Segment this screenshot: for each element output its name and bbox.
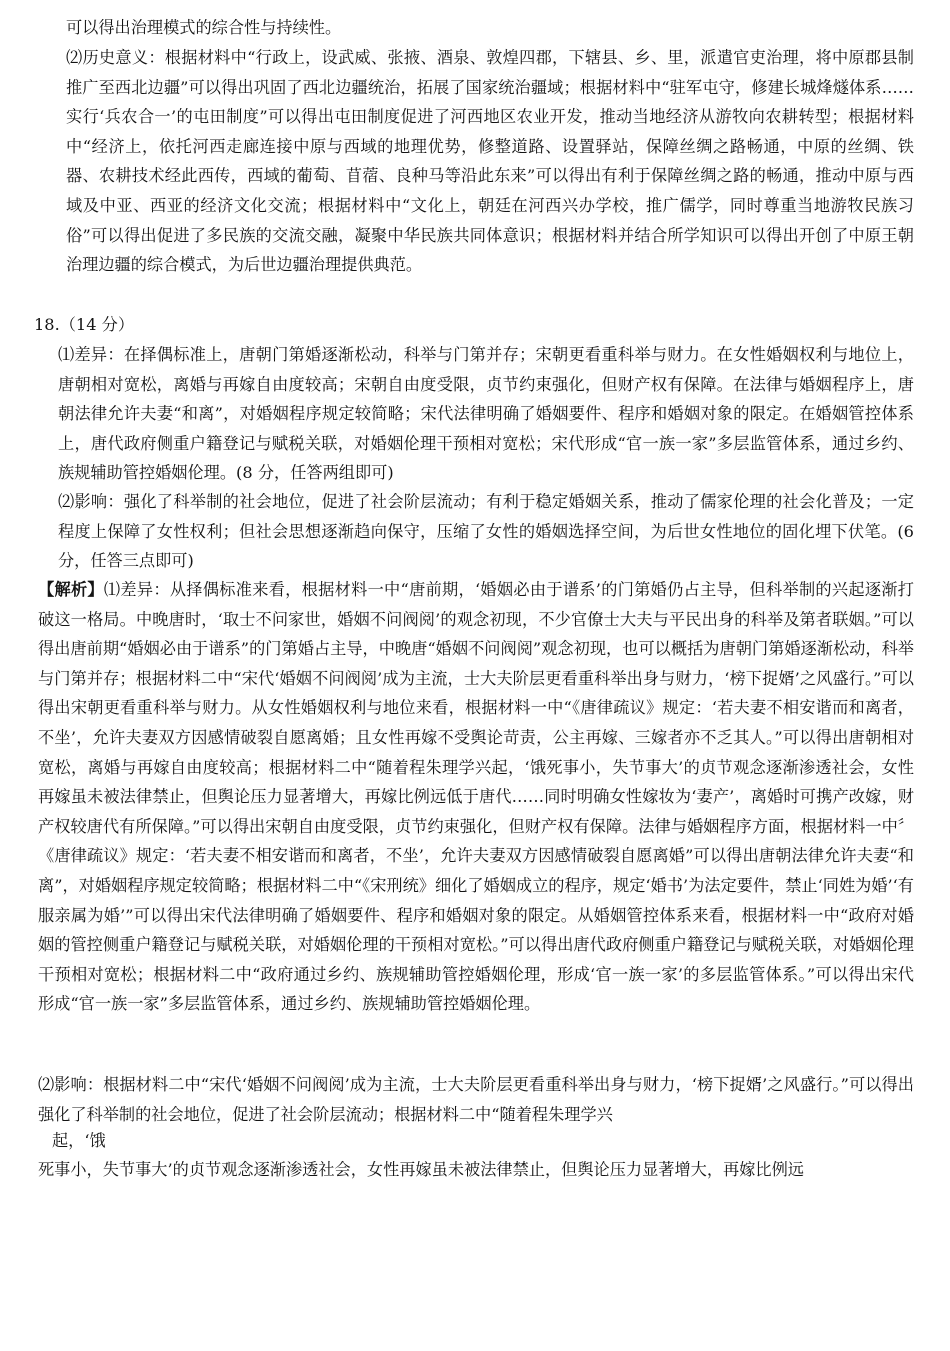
answer-differences: ⑴差异：在择偶标准上，唐朝门第婚逐渐松动，科举与门第并存；宋朝更看重科举与财力。在女性婚姻权利与地位上，唐朝相对宽松，离婚与再嫁自由度较高；宋朝自由度受限，贞节约束强化，但财产权有保障。在法律与婚姻程序上，唐朝法律允许夫妻“和离”，对婚姻程序规定较简略；宋代法律明确了婚姻要件、程序和婚姻对象的限定。在婚姻管控体系上，唐代政府侧重户籍登记与赋税关联，对婚姻伦理干预相对宽松；宋代形成“官一族一家”多层监管体系，通过乡约、族规辅助管控婚姻伦理。(8 分，任答两组即可) [58,345,914,483]
analysis-differences [38,575,914,1019]
paragraph-previous-conclusion: 可以得出治理模式的综合性与持续性。 [66,18,342,37]
analysis-differences-text: ⑴差异：从择偶标准来看，根据材料一中“唐前期，‘婚姻必由于谱系’的门第婚仍占主导，但科举制的兴起逐渐打破这一格局。中晚唐时，‘取士不问家世，婚姻不问阀阅’的观念初现，不少官僚士大夫与平民出身的科举及第者联姻。”可以得出唐前期“婚姻必由于谱系”的门第婚占主导，中晚唐“婚姻不问阀阅”观念初现，也可以概括为唐朝门第婚逐渐松动，科举与门第并存；根据材料二中“宋代‘婚姻不问阀阅’成为主流，士大夫阶层更看重科举出身与财力，‘榜下捉婿’之风盛行。”可以得出宋朝更看重科举与财力。从女性婚姻权利与地位来看，根据材料一中“《唐律疏议》规定：‘若夫妻不相安谐而和离者，不坐’，允许夫妻双方因感情破裂自愿离婚；且女性再嫁不受舆论苛责，公主再嫁、三嫁者亦不乏其人。”可以得出唐朝相对宽松，离婚与再嫁自由度较高；根据材料二中“随着程朱理学兴起，‘饿死事小，失节事大’的贞节观念逐渐渗透社会，女性再嫁虽未被法律禁止，但舆论压力显著增大，再嫁比例远低于唐代……同时明确女性嫁妆为‘妻产’，离婚时可携产改嫁，财产权较唐代有所保障。”可以得出宋朝自由度受限，贞节约束强化，但财产权有保障。法律与婚姻程序方面，根据材料一中〞《唐律疏议》规定：‘若夫妻不相安谐而和离者，不坐’，允许夫妻双方因感情破裂自愿离婚”可以得出唐朝法律允许夫妻“和离”，对婚姻程序规定较简略；根据材料二中“《宋刑统》细化了婚姻成立的程序，规定‘婚书’为法定要件，禁止‘同姓为婚’‘有服亲属为婚’”可以得出宋代法律明确了婚姻要件、程序和婚姻对象的限定。从婚姻管控体系来看，根据材料一中“政府对婚姻的管控侧重户籍登记与赋税关联，对婚姻伦理的干预相对宽松。”可以得出唐代政府侧重户籍登记与赋税关联，对婚姻伦理干预相对宽松；根据材料二中“政府通过乡约、族规辅助管控婚姻伦理，形成‘官一族一家’的多层监管体系。”可以得出宋代形成“官一族一家”多层监管体系，通过乡约、族规辅助管控婚姻伦理。 [38,580,914,1014]
analysis-impact-broken-line: 起，‘饿 [52,1131,106,1150]
analysis-label: 【解析】 [38,580,104,599]
analysis-impact-continued: 死事小，失节事大’的贞节观念逐渐渗透社会，女性再嫁虽未被法律禁止，但舆论压力显著增大，再嫁比例远 [38,1160,804,1179]
answer-impact: ⑵影响：强化了科举制的社会地位，促进了社会阶层流动；有利于稳定婚姻关系，推动了儒家伦理的社会化普及；一定程度上保障了女性权利；但社会思想逐渐趋向保守，压缩了女性的婚姻选择空间，为后世女性地位的固化埋下伏笔。(6 分，任答三点即可) [58,492,914,571]
analysis-impact: ⑵影响：根据材料二中“宋代‘婚姻不问阀阅’成为主流，士大夫阶层更看重科举出身与财力，‘榜下捉婿’之风盛行。”可以得出强化了科举制的社会地位，促进了社会阶层流动；根据材料二中“随着程朱理学兴 [38,1075,914,1124]
question-18-header: 18.（14 分） [34,315,135,334]
paragraph-historical-significance: ⑵历史意义：根据材料中“行政上，设武威、张掖、酒泉、敦煌四郡，下辖县、乡、里，派遣官吏治理，将中原郡县制推广至西北边疆”可以得出巩固了西北边疆统治，拓展了国家统治疆域；根据材料中“驻军屯守，修建长城烽燧体系……实行‘兵农合一’的屯田制度”可以得出屯田制度促进了河西地区农业开发，推动当地经济从游牧向农耕转型；根据材料中“经济上，依托河西走廊连接中原与西域的地理优势，修整道路、设置驿站，保障丝绸之路畅通，中原的丝绸、铁器、农耕技术经此西传，西域的葡萄、苜蓿、良种马等沿此东来”可以得出有利于保障丝绸之路的畅通，推动中原与西域及中亚、西亚的经济文化交流；根据材料中“文化上，朝廷在河西兴办学校，推广儒学，同时尊重当地游牧民族习俗”可以得出促进了多民族的交流交融，凝聚中华民族共同体意识；根据材料并结合所学知识可以得出开创了中原王朝治理边疆的综合模式，为后世边疆治理提供典范。 [66,48,914,275]
